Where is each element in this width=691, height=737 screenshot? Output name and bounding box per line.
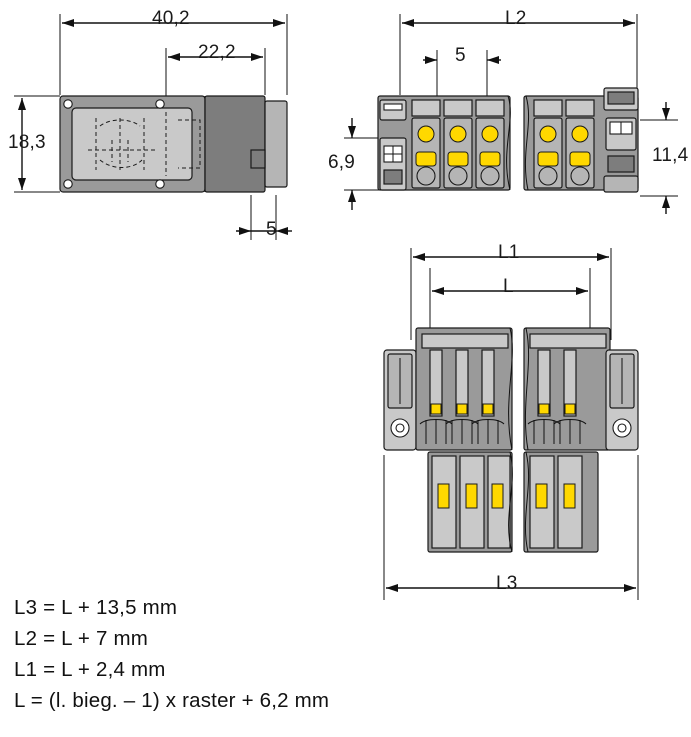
dimension-tab-offset: 5 <box>266 219 277 240</box>
dimension-height-small: 6,9 <box>328 152 356 173</box>
formula-L: L = (l. bieg. – 1) x raster + 6,2 mm <box>14 689 330 712</box>
formula-L1: L1 = L + 2,4 mm <box>14 658 166 681</box>
dimension-height-right: 11,4 <box>652 145 689 166</box>
side-view-graphic <box>14 14 292 240</box>
dimension-L2: L2 <box>505 8 527 29</box>
dimension-L3: L3 <box>496 573 518 594</box>
dimension-overall-length: 40,2 <box>152 8 190 29</box>
dimension-pitch: 5 <box>455 45 466 66</box>
front-view-graphic <box>344 14 678 214</box>
dimension-inner-length: 22,2 <box>198 42 236 63</box>
dimension-height-left: 18,3 <box>8 132 46 153</box>
top-view-graphic <box>384 248 638 600</box>
dimension-L: L <box>503 276 514 297</box>
formula-L3: L3 = L + 13,5 mm <box>14 596 178 619</box>
dimension-L1: L1 <box>498 242 520 263</box>
formula-L2: L2 = L + 7 mm <box>14 627 149 650</box>
